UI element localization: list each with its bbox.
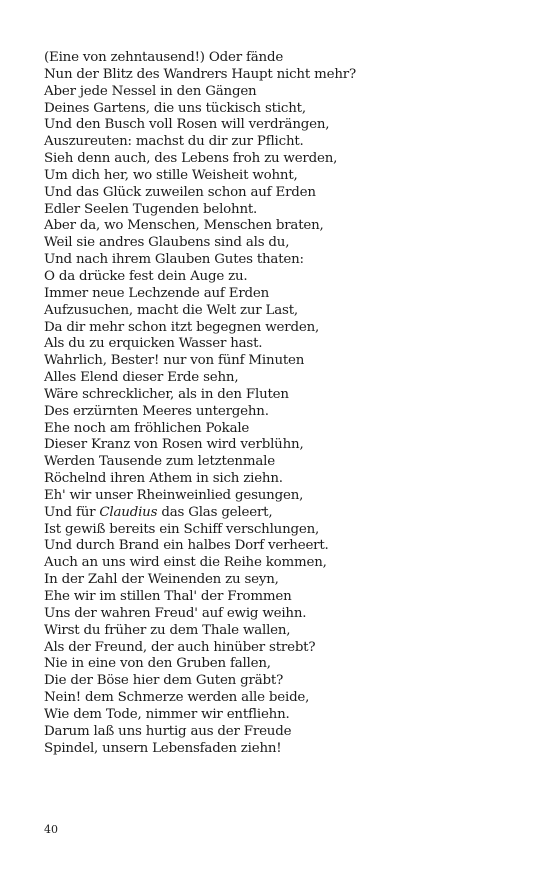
- poem-line: In der Zahl der Weinenden zu seyn,: [44, 572, 279, 588]
- poem-line: Da dir mehr schon itzt begegnen werden,: [44, 319, 320, 335]
- poem-line: Wäre schrecklicher, als in den Fluten: [44, 386, 289, 402]
- poem-line: Deines Gartens, die uns tückisch sticht,: [44, 100, 306, 116]
- poem-line: Nun der Blitz des Wandrers Haupt nicht mehr?: [44, 66, 356, 82]
- poem-line: Wahrlich, Bester! nur von fünf Minuten: [44, 353, 305, 369]
- poem-line: Ehe noch am fröhlichen Pokale: [44, 420, 250, 436]
- poem-line: Und durch Brand ein halbes Dorf verheert.: [44, 538, 329, 554]
- poem-line-part: Und für: [44, 504, 100, 520]
- poem-line: Aber jede Nessel in den Gängen: [44, 83, 257, 99]
- poem-line: Werden Tausende zum letztenmale: [44, 454, 275, 470]
- poem-line: Als du zu erquicken Wasser hast.: [44, 336, 263, 352]
- poem-line: O da drücke fest dein Auge zu.: [44, 268, 248, 284]
- poem-line: Weil sie andres Glaubens sind als du,: [44, 235, 290, 251]
- poem-line: Edler Seelen Tugenden belohnt.: [44, 201, 258, 217]
- poem-line: (Eine von zehntausend!) Oder fände: [44, 50, 284, 65]
- poem-line: Dieser Kranz von Rosen wird verblühn,: [44, 437, 304, 453]
- poem-line: Spindel, unsern Lebensfaden ziehn!: [44, 740, 282, 756]
- poem-line: Als der Freund, der auch hinüber strebt?: [44, 639, 316, 655]
- poem-line: Immer neue Lechzende auf Erden: [44, 285, 270, 301]
- poem-line: Und das Glück zuweilen schon auf Erden: [44, 184, 316, 200]
- poem-line: Darum laß uns hurtig aus der Freude: [44, 723, 292, 739]
- poem-line: Uns der wahren Freud' auf ewig weihn.: [44, 605, 307, 621]
- poem-line-part: das Glas geleert,: [157, 504, 273, 520]
- poem-line: Röchelnd ihren Athem in sich ziehn.: [44, 471, 283, 487]
- poem-line: Ehe wir im stillen Thal' der Frommen: [44, 589, 292, 604]
- poem-line: Alles Elend dieser Erde sehn,: [44, 370, 239, 386]
- poem-line: Auszureuten: machst du dir zur Pflicht.: [44, 134, 304, 150]
- poem-line: Nein! dem Schmerze werden alle beide,: [44, 690, 310, 706]
- poem-line: Um dich her, wo stille Weisheit wohnt,: [44, 167, 298, 183]
- poem-line: Des erzürnten Meeres untergehn.: [44, 403, 269, 419]
- poem-line: Wirst du früher zu dem Thale wallen,: [44, 622, 291, 638]
- poem-line: Die der Böse hier dem Guten gräbt?: [44, 673, 284, 689]
- poem-line: Auch an uns wird einst die Reihe kommen,: [44, 555, 327, 571]
- poem-line: Und den Busch voll Rosen will verdrängen,: [44, 117, 330, 133]
- poem-line: Aber da, wo Menschen, Menschen braten,: [44, 218, 324, 234]
- page-number: 40: [44, 823, 58, 836]
- poem-line: Sieh denn auch, des Lebens froh zu werden,: [44, 151, 338, 167]
- poem-line: Ist gewiß bereits ein Schiff verschlungen,: [44, 521, 320, 537]
- poem-line: Nie in eine von den Gruben fallen,: [44, 656, 271, 672]
- poem-line-claudius: [44, 505, 524, 522]
- poem-line: Eh' wir unser Rheinweinlied gesungen,: [44, 487, 304, 503]
- poem-line: Wie dem Tode, nimmer wir entfliehn.: [44, 706, 290, 722]
- poem-text: [44, 50, 524, 757]
- poem-line: Und nach ihrem Glauben Gutes thaten:: [44, 252, 304, 268]
- poem-line: Aufzusuchen, macht die Welt zur Last,: [44, 302, 298, 318]
- poem-line-italic-name: Claudius: [99, 504, 158, 520]
